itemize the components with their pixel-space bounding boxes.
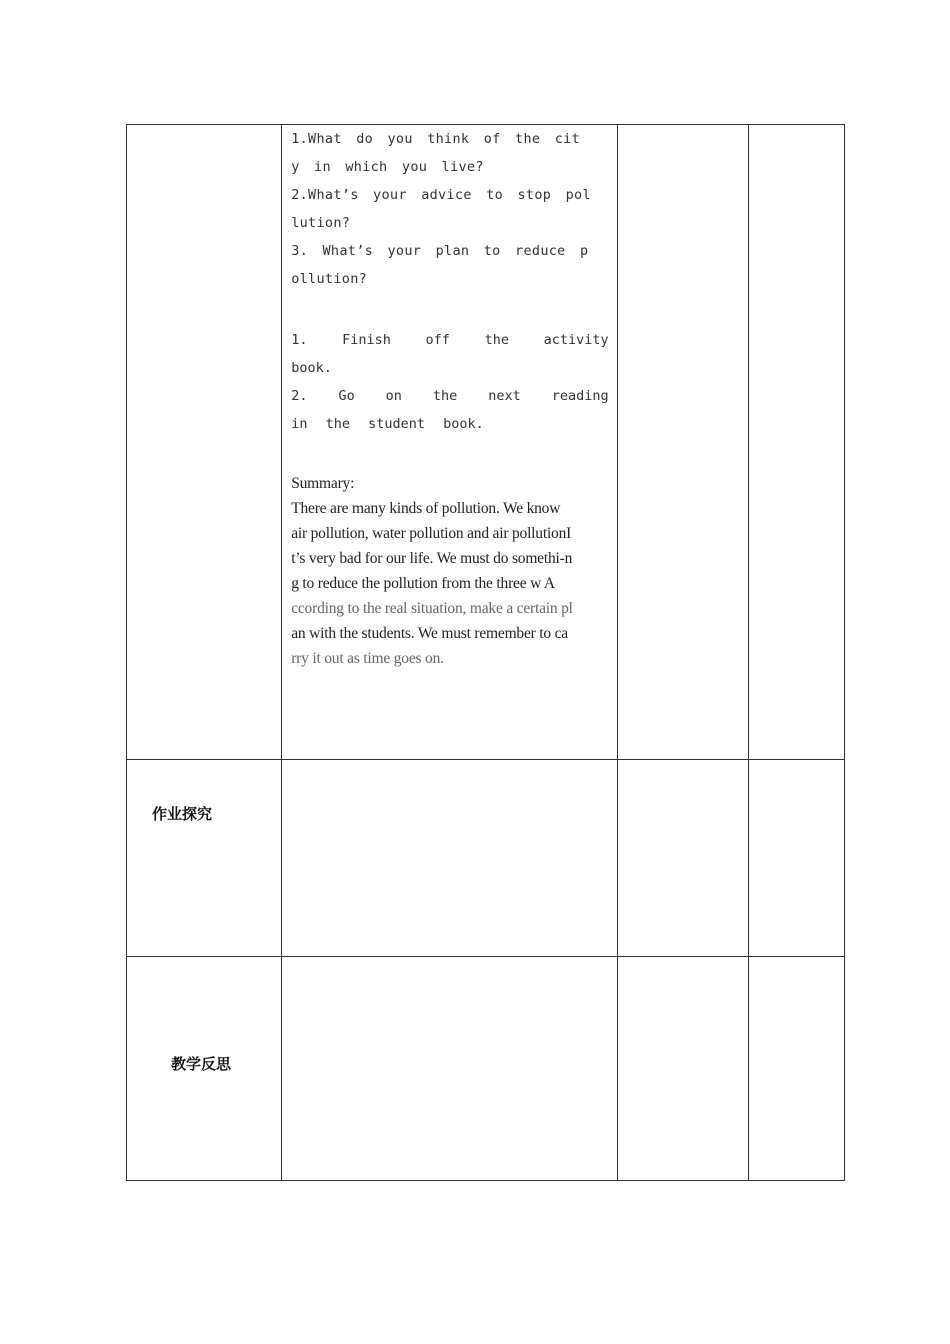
homework-item-line: 1. Finish off the activity [291, 332, 609, 348]
summary-line: g to reduce the pollution from the three w A [291, 575, 555, 592]
empty-cell [748, 125, 844, 760]
activity-content-cell [282, 125, 617, 760]
question-line: 2.What’s your advice to stop pol [291, 187, 591, 203]
summary-block [291, 471, 608, 671]
reflection-label-cell [127, 957, 282, 1181]
empty-cell [282, 760, 617, 957]
homework-list [291, 326, 608, 438]
summary-line: There are many kinds of pollution. We know [291, 500, 561, 517]
homework-label: 作业探究 [152, 805, 213, 823]
summary-title: Summary: [291, 475, 355, 492]
empty-cell [617, 957, 748, 1181]
empty-cell [282, 957, 617, 1181]
empty-cell [748, 760, 844, 957]
summary-line: air pollution, water pollution and air pollutionI [291, 525, 572, 542]
empty-cell [748, 957, 844, 1181]
homework-item-line: book. [291, 360, 332, 376]
table-row-homework [127, 760, 845, 957]
question-line: 1.What do you think of the cit [291, 131, 581, 147]
question-line: lution? [291, 215, 351, 231]
row-label-cell-empty [127, 125, 282, 760]
summary-line: rry it out as time goes on. [291, 650, 444, 667]
question-line: 3. What’s your plan to reduce p [291, 243, 589, 259]
question-line: y in which you live? [291, 159, 484, 175]
reflection-label: 教学反思 [171, 1055, 232, 1073]
summary-line: an with the students. We must remember to ca [291, 625, 568, 642]
summary-line: ccording to the real situation, make a certain pl [291, 600, 573, 617]
homework-item-line: in the student book. [291, 416, 484, 432]
discussion-questions [291, 125, 608, 293]
table-row-reflection [127, 957, 845, 1181]
empty-cell [617, 125, 748, 760]
summary-line: t’s very bad for our life. We must do somethi-n [291, 550, 573, 567]
homework-label-cell [127, 760, 282, 957]
homework-item-line: 2. Go on the next reading [291, 388, 609, 404]
table-row-activities [127, 125, 845, 760]
empty-cell [617, 760, 748, 957]
lesson-plan-table [126, 124, 845, 1181]
question-line: ollution? [291, 271, 368, 287]
